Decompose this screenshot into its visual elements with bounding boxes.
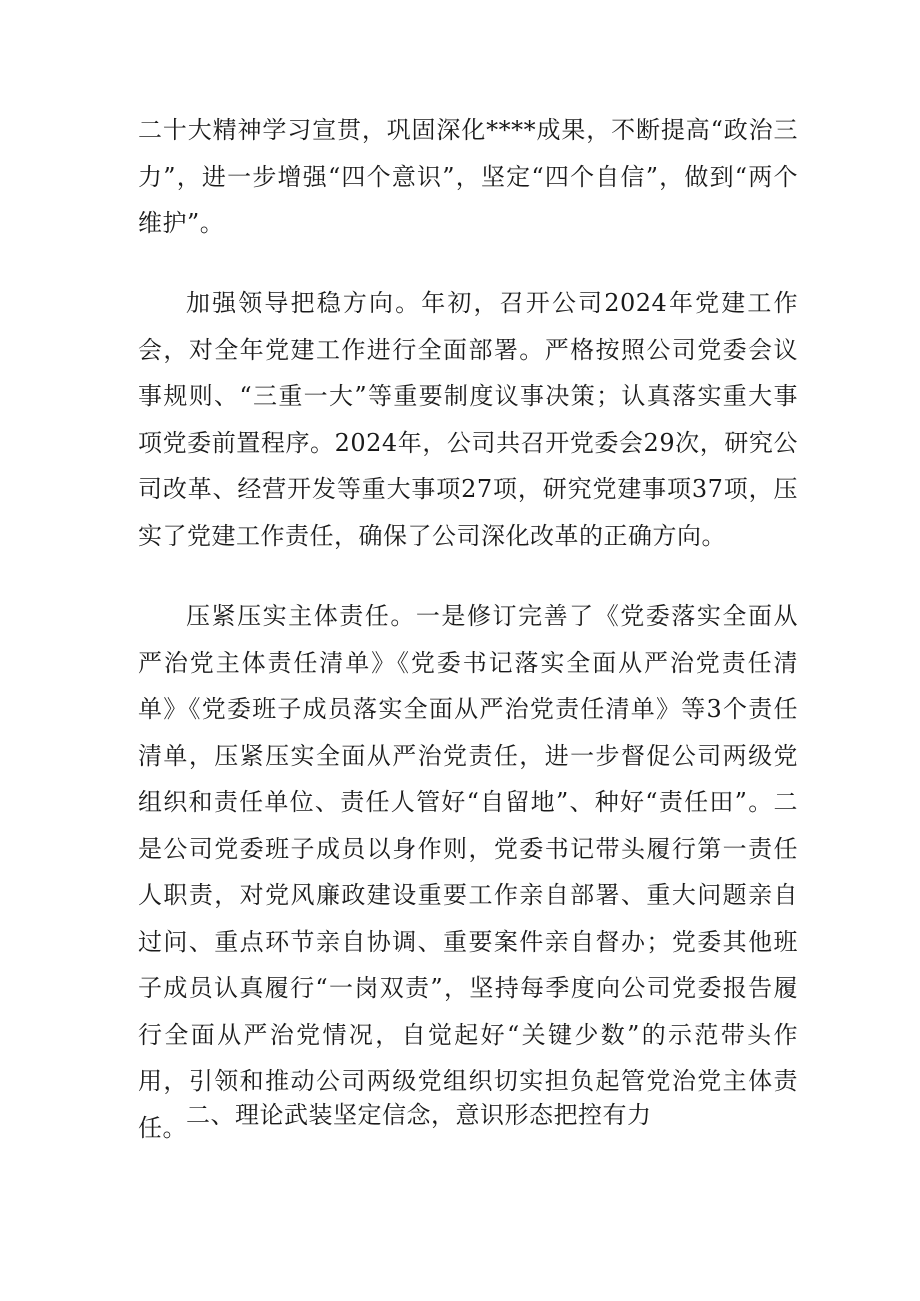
section-heading: 二、理论武装坚定信念，意识形态把控有力 — [186, 1101, 652, 1129]
paragraph-responsibility: 压紧压实主体责任。一是修订完善了《党委落实全面从严治党主体责任清单》《党委书记落实全面从严治党责任清单》《党委班子成员落实全面从严治党责任清单》等3个责任清单，压紧压实全面从严治党责任，进一步督促公司两级党组织和责任单位、责任人管好“自留地”、种好“责任田”。二是公司党委班子成员以身作则，党委书记带头履行第一责任人职责，对党风廉政建设重要工作亲自部署、重大问题亲自过问、重点环节亲自协调、重要案件亲自督办；党委其他班子成员认真履行“一岗双责”，坚持每季度向公司党委报告履行全面从严治党情况，自觉起好“关键少数”的示范带头作用，引领和推动公司两级党组织切实担负起管党治党主体责任。 — [138, 602, 798, 1142]
paragraph-continuation: 二十大精神学习宣贯，巩固深化****成果，不断提高“政治三力”，进一步增强“四个意识”，坚定“四个自信”，做到“两个维护”。 — [138, 116, 798, 237]
paragraph-leadership: 加强领导把稳方向。年初，召开公司2024年党建工作会，对全年党建工作进行全面部署。严格按照公司党委会议事规则、“三重一大”等重要制度议事决策；认真落实重大事项党委前置程序。2024年，公司共召开党委会29次，研究公司改革、经营开发等重大事项27项，研究党建事项37项，压实了党建工作责任，确保了公司深化改革的正确方向。 — [138, 289, 798, 550]
